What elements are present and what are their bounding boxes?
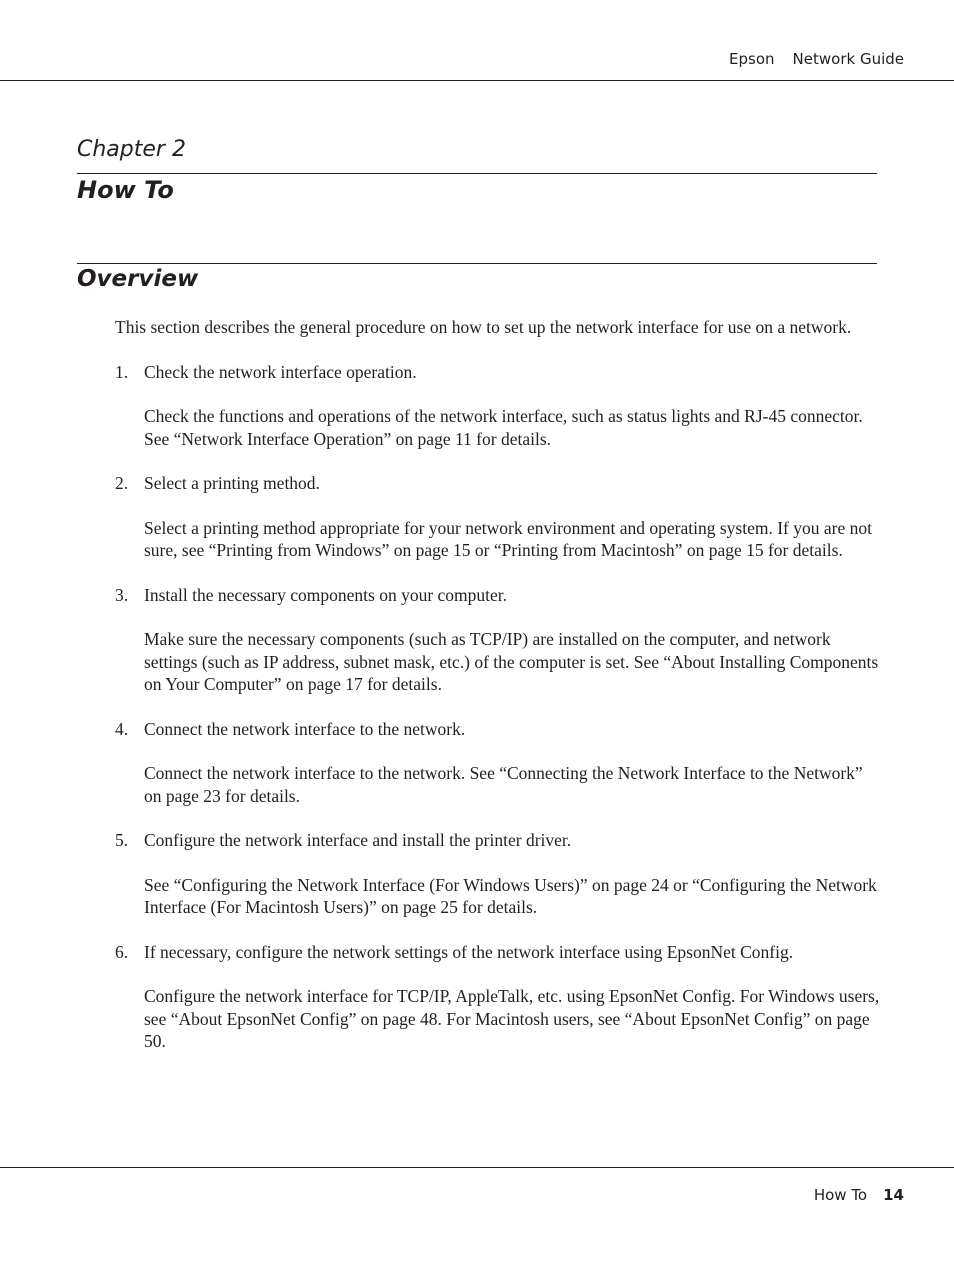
page-header bbox=[729, 50, 904, 68]
step-item bbox=[115, 361, 880, 451]
step-number: 4. bbox=[115, 718, 129, 739]
step-description: Check the functions and operations of the network interface, such as status lights and RJ-45 connector. See “Network Interface Operation” on page 11 for details. bbox=[144, 406, 863, 449]
step-item bbox=[115, 829, 880, 919]
step-description: Configure the network interface for TCP/IP, AppleTalk, etc. using EpsonNet Config. For Windows users, see “About EpsonNet Config” on page 48. For Macintosh users, see “About EpsonNet Config” on page 50. bbox=[144, 986, 880, 1051]
step-item bbox=[115, 941, 880, 1053]
chapter-title: How To bbox=[77, 176, 174, 204]
step-title: Connect the network interface to the network. bbox=[144, 718, 466, 739]
step-number: 6. bbox=[115, 941, 129, 962]
steps-list bbox=[115, 361, 880, 1053]
chapter-label: Chapter 2 bbox=[77, 137, 186, 162]
header-guide-title: Network Guide bbox=[792, 50, 904, 68]
step-title: Check the network interface operation. bbox=[144, 361, 417, 382]
footer-section-name: How To bbox=[813, 1186, 868, 1204]
page-footer bbox=[814, 1186, 904, 1204]
intro-paragraph: This section describes the general procedure on how to set up the network interface for use on a network. bbox=[115, 317, 852, 337]
step-number: 2. bbox=[115, 473, 129, 493]
step-title: Install the necessary components on your computer. bbox=[144, 584, 508, 605]
step-item bbox=[115, 472, 880, 562]
step-number: 3. bbox=[115, 584, 129, 605]
section-title: Overview bbox=[77, 266, 199, 292]
step-number: 5. bbox=[115, 830, 129, 850]
step-title: If necessary, configure the network settings of the network interface using EpsonNet Config. bbox=[144, 941, 794, 962]
chapter-rule bbox=[77, 173, 877, 174]
step-item bbox=[115, 584, 880, 696]
step-item bbox=[115, 718, 880, 808]
step-description: Select a printing method appropriate for your network environment and operating system. If you are not sure, see “Printing from Windows” on page 15 or “Printing from Macintosh” on page 15 for details. bbox=[144, 517, 872, 560]
step-description: Make sure the necessary components (such as TCP/IP) are installed on the computer, and network settings (such as IP address, subnet mask, etc.) of the computer is set. See “About Installing Components on Your Computer” on page 17 for details. bbox=[144, 629, 879, 694]
page-number: 14 bbox=[883, 1186, 904, 1204]
step-title: Select a printing method. bbox=[144, 473, 320, 493]
header-brand: Epson bbox=[729, 50, 775, 68]
footer-divider bbox=[0, 1167, 954, 1168]
step-description: See “Configuring the Network Interface (For Windows Users)” on page 24 or “Configuring the Network Interface (For Macintosh Users)” on page 25 for details. bbox=[144, 874, 877, 917]
section-rule bbox=[77, 263, 877, 264]
step-description: Connect the network interface to the network. See “Connecting the Network Interface to the Network” on page 23 for details. bbox=[144, 763, 863, 806]
step-title: Configure the network interface and install the printer driver. bbox=[144, 830, 572, 850]
step-number: 1. bbox=[115, 361, 129, 382]
page-body bbox=[115, 316, 880, 1075]
header-divider bbox=[0, 80, 954, 81]
